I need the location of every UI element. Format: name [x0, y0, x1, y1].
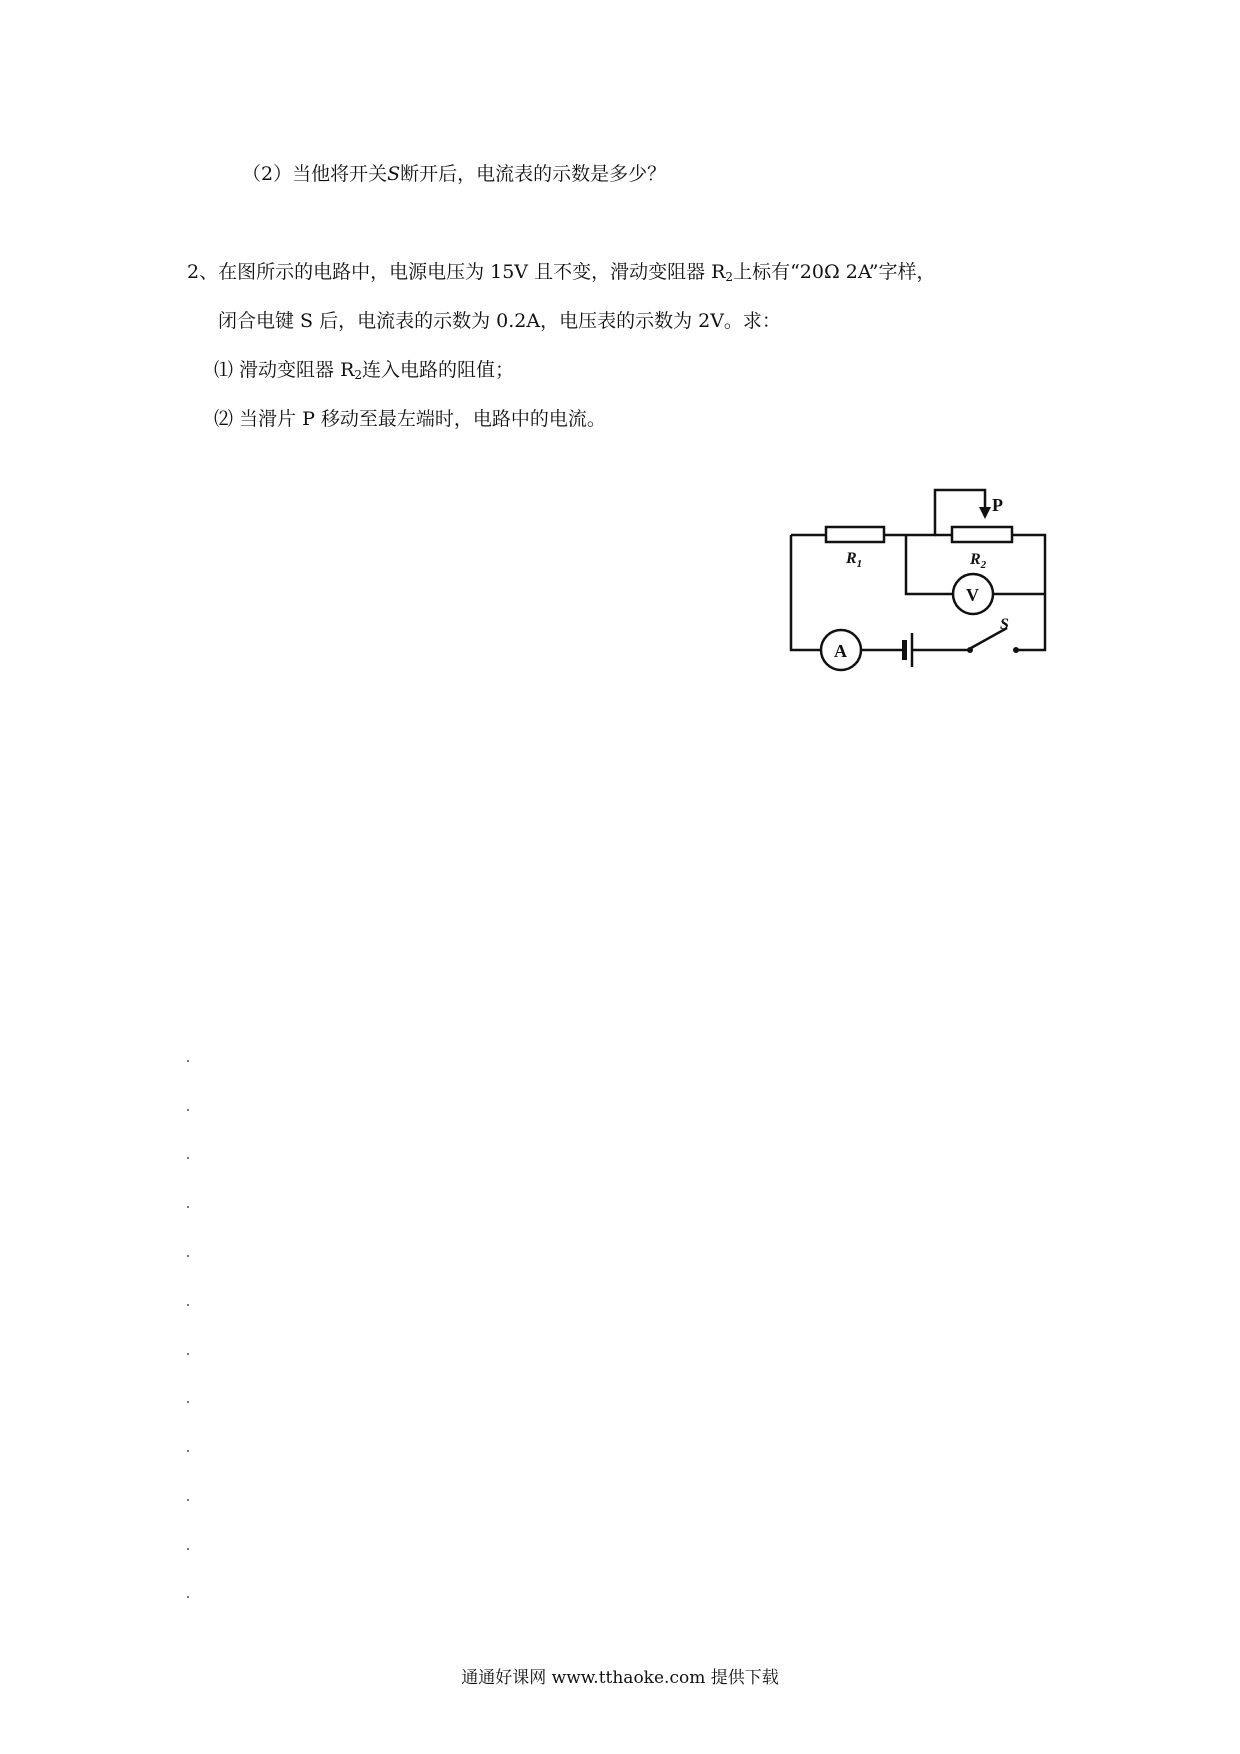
q1-part2	[242, 162, 666, 186]
dot-mark	[187, 1157, 189, 1159]
label-r2: $R_2$	[970, 551, 987, 571]
q2-stem-text-b: 上标有“20Ω 2A”字样，	[733, 261, 936, 283]
label-s: S	[1000, 616, 1009, 633]
q2-sub1-text-a: ⑴ 滑动变阻器 R	[214, 359, 355, 381]
q2-stem-line2: 闭合电键 S 后，电流表的示数为 0.2A，电压表的示数为 2V。求：	[218, 310, 781, 332]
circuit-diagram	[780, 485, 1070, 685]
rheostat-r2	[952, 527, 1012, 542]
q2-sub1-subscript: 2	[354, 368, 363, 382]
wire-left	[791, 535, 820, 650]
label-v: V	[966, 585, 979, 605]
slider-arrow-icon	[979, 507, 991, 519]
q2-stem-subscript: 2	[725, 270, 734, 284]
wire-right	[1012, 535, 1045, 650]
q1-part2-prefix: （2）当他将开关	[242, 163, 388, 185]
dot-mark	[187, 1109, 189, 1111]
page-footer: 通通好课网 www.tthaoke.com 提供下载	[461, 1668, 779, 1688]
switch-contact-left	[967, 647, 973, 653]
q1-part2-suffix: 断开后，电流表的示数是多少？	[400, 163, 667, 185]
q2-stem-line1	[187, 260, 935, 289]
q2-subquestion-2: ⑵ 当滑片 P 移动至最左端时，电路中的电流。	[214, 408, 606, 430]
dot-mark	[187, 1596, 189, 1598]
battery-short-plate	[902, 640, 907, 660]
wire-junction-voltmeter	[906, 535, 952, 594]
resistor-r1	[826, 527, 884, 542]
switch-symbol: S	[387, 163, 401, 185]
dot-mark	[187, 1401, 189, 1403]
dot-mark	[187, 1206, 189, 1208]
dot-mark	[187, 1255, 189, 1257]
dot-mark	[187, 1548, 189, 1550]
dot-mark	[187, 1060, 189, 1062]
label-p: P	[992, 495, 1003, 515]
switch-contact-right	[1013, 647, 1019, 653]
q2-sub1-text-b: 连入电路的阻值；	[362, 359, 515, 381]
dot-mark	[187, 1353, 189, 1355]
q2-stem-text-a: 2、在图所示的电路中，电源电压为 15V 且不变，滑动变阻器 R	[187, 261, 726, 283]
dot-mark	[187, 1450, 189, 1452]
label-r1: $R_1$	[846, 550, 863, 570]
dot-mark	[187, 1304, 189, 1306]
label-a: A	[834, 641, 847, 661]
dot-mark	[187, 1499, 189, 1501]
q2-subquestion-1	[214, 358, 514, 387]
